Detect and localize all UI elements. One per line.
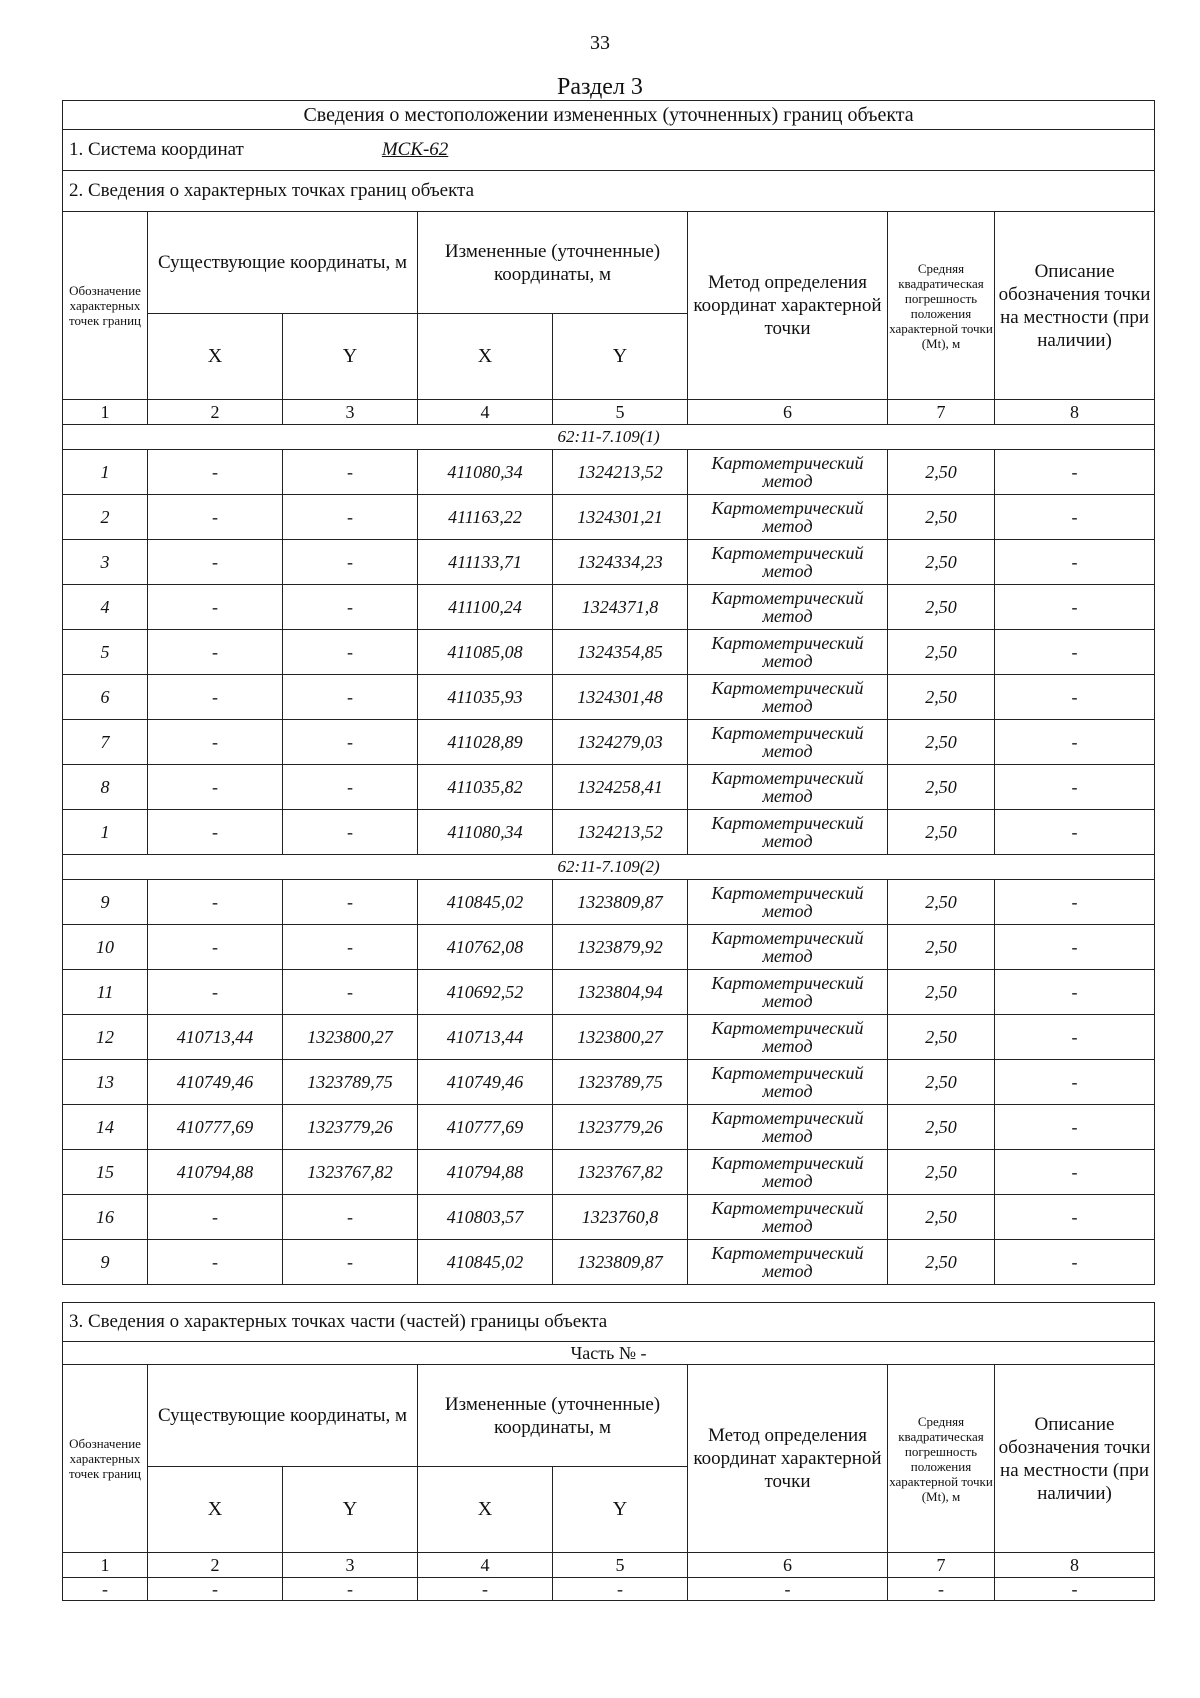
cell-existing-x: - xyxy=(148,765,283,810)
cell-method: Картометрический метод xyxy=(688,720,888,765)
table-row xyxy=(63,970,1155,1015)
table-row xyxy=(63,880,1155,925)
cell-existing-x: - xyxy=(148,810,283,855)
table-row xyxy=(63,1105,1155,1150)
header-changed-coords: Измененные (уточненные) координаты, м xyxy=(418,212,688,314)
cell-mean-error: 2,50 xyxy=(888,540,995,585)
cell-changed-y: 1324354,85 xyxy=(553,630,688,675)
table-row xyxy=(63,675,1155,720)
cell-existing-x: 410749,46 xyxy=(148,1060,283,1105)
header-existing-coords: Существующие координаты, м xyxy=(148,1365,418,1467)
cell-existing-y: - xyxy=(283,450,418,495)
cell-changed-y: 1324213,52 xyxy=(553,810,688,855)
cell-method: Картометрический метод xyxy=(688,1015,888,1060)
cell-point-id: 6 xyxy=(63,675,148,720)
cell-changed-y: 1324371,8 xyxy=(553,585,688,630)
cell-changed-y: 1323760,8 xyxy=(553,1195,688,1240)
cell-mean-error: 2,50 xyxy=(888,970,995,1015)
header-mean-error: Средняя квадратическая погрешность положения характерной точки (Mt), м xyxy=(888,212,995,400)
cell-method: Картометрический метод xyxy=(688,450,888,495)
cell-description: - xyxy=(995,1195,1155,1240)
group-label: 62:11-7.109(2) xyxy=(63,855,1155,880)
cell-method: Картометрический метод xyxy=(688,585,888,630)
cell-existing-y: - xyxy=(283,495,418,540)
cell-description: - xyxy=(995,675,1155,720)
cell-changed-x: 410692,52 xyxy=(418,970,553,1015)
cell-method: Картометрический метод xyxy=(688,925,888,970)
cell-existing-y: - xyxy=(283,880,418,925)
cell-mean-error: 2,50 xyxy=(888,1195,995,1240)
header-point-designation: Обозначение характерных точек границ xyxy=(63,212,148,400)
cell-changed-x: 410845,02 xyxy=(418,1240,553,1285)
group-header-row xyxy=(63,855,1155,880)
cell-changed-x: 410845,02 xyxy=(418,880,553,925)
cell-description: - xyxy=(995,450,1155,495)
cell-point-id: 2 xyxy=(63,495,148,540)
cell-point-id: 9 xyxy=(63,880,148,925)
table-row xyxy=(63,495,1155,540)
cell-description: - xyxy=(995,630,1155,675)
cell-description: - xyxy=(995,585,1155,630)
header-method: Метод определения координат характерной точки xyxy=(688,212,888,400)
header-existing-coords: Существующие координаты, м xyxy=(148,212,418,314)
cell-point-id: 15 xyxy=(63,1150,148,1195)
coord-system-value: МСК-62 xyxy=(381,139,449,160)
cell-changed-y: 1324301,48 xyxy=(553,675,688,720)
header-existing-x: X xyxy=(148,314,283,400)
cell-point-id: 4 xyxy=(63,585,148,630)
cell-existing-x: - xyxy=(148,585,283,630)
table-row xyxy=(63,1060,1155,1105)
cell-changed-y: 1324279,03 xyxy=(553,720,688,765)
cell-existing-y: - xyxy=(283,540,418,585)
cell-description: - xyxy=(995,495,1155,540)
cell-description: - xyxy=(995,1060,1155,1105)
cell-method: Картометрический метод xyxy=(688,1240,888,1285)
coord-system-row xyxy=(63,130,1155,171)
cell-changed-x: 411035,82 xyxy=(418,765,553,810)
cell-existing-y: 1323767,82 xyxy=(283,1150,418,1195)
cell-existing-y: - xyxy=(283,1195,418,1240)
page-number: 33 xyxy=(590,32,610,54)
table-row xyxy=(63,810,1155,855)
cell-description: - xyxy=(995,765,1155,810)
cell-existing-x: - xyxy=(148,450,283,495)
cell-existing-x: - xyxy=(148,720,283,765)
table-row xyxy=(63,1150,1155,1195)
cell-changed-x: 411035,93 xyxy=(418,675,553,720)
column-numbers-row xyxy=(63,1553,1155,1578)
cell-point-id: 12 xyxy=(63,1015,148,1060)
cell-changed-x: 410713,44 xyxy=(418,1015,553,1060)
cell-point-id: 11 xyxy=(63,970,148,1015)
cell-description: - xyxy=(995,1150,1155,1195)
cell-existing-y: - xyxy=(283,765,418,810)
cell-existing-y: - xyxy=(283,970,418,1015)
table-row xyxy=(63,540,1155,585)
header-description: Описание обозначения точки на местности (при наличии) xyxy=(995,1365,1155,1553)
cell-existing-x: - xyxy=(148,1578,283,1601)
cell-mean-error: 2,50 xyxy=(888,765,995,810)
cell-point-id: 16 xyxy=(63,1195,148,1240)
cell-mean-error: 2,50 xyxy=(888,585,995,630)
cell-method: Картометрический метод xyxy=(688,970,888,1015)
cell-changed-y: 1324334,23 xyxy=(553,540,688,585)
column-number: 1 xyxy=(63,1553,148,1578)
cell-changed-y: - xyxy=(553,1578,688,1601)
group-header-row xyxy=(63,425,1155,450)
column-number: 3 xyxy=(283,400,418,425)
cell-existing-y: - xyxy=(283,925,418,970)
cell-changed-x: 410794,88 xyxy=(418,1150,553,1195)
cell-changed-x: - xyxy=(418,1578,553,1601)
cell-existing-x: - xyxy=(148,1240,283,1285)
column-number: 8 xyxy=(995,400,1155,425)
cell-changed-y: 1324258,41 xyxy=(553,765,688,810)
table-row xyxy=(63,1015,1155,1060)
cell-mean-error: 2,50 xyxy=(888,1015,995,1060)
cell-existing-y: 1323789,75 xyxy=(283,1060,418,1105)
header-changed-x: X xyxy=(418,1467,553,1553)
cell-method: Картометрический метод xyxy=(688,540,888,585)
cell-mean-error: 2,50 xyxy=(888,1150,995,1195)
cell-description: - xyxy=(995,925,1155,970)
cell-existing-y: 1323800,27 xyxy=(283,1015,418,1060)
section2-title: 2. Сведения о характерных точках границ объекта xyxy=(63,171,1155,212)
column-number: 7 xyxy=(888,1553,995,1578)
cell-point-id: 8 xyxy=(63,765,148,810)
cell-mean-error: 2,50 xyxy=(888,450,995,495)
cell-description: - xyxy=(995,970,1155,1015)
part-table-row xyxy=(63,1578,1155,1601)
cell-method: Картометрический метод xyxy=(688,1150,888,1195)
cell-method: Картометрический метод xyxy=(688,1105,888,1150)
cell-point-id: 10 xyxy=(63,925,148,970)
column-number: 2 xyxy=(148,1553,283,1578)
part-label: Часть № - xyxy=(63,1342,1155,1365)
column-number: 8 xyxy=(995,1553,1155,1578)
cell-existing-x: - xyxy=(148,495,283,540)
cell-changed-y: 1323779,26 xyxy=(553,1105,688,1150)
cell-description: - xyxy=(995,540,1155,585)
cell-existing-x: - xyxy=(148,880,283,925)
section-title: Раздел 3 xyxy=(557,74,643,100)
cell-mean-error: 2,50 xyxy=(888,720,995,765)
column-number: 6 xyxy=(688,1553,888,1578)
table-row xyxy=(63,450,1155,495)
cell-changed-x: 410749,46 xyxy=(418,1060,553,1105)
header-changed-y: Y xyxy=(553,314,688,400)
cell-method: Картометрический метод xyxy=(688,495,888,540)
header-changed-coords: Измененные (уточненные) координаты, м xyxy=(418,1365,688,1467)
boundary-points-table xyxy=(62,100,1155,1285)
cell-point-id: 5 xyxy=(63,630,148,675)
cell-changed-x: 411163,22 xyxy=(418,495,553,540)
cell-mean-error: 2,50 xyxy=(888,630,995,675)
cell-point-id: 13 xyxy=(63,1060,148,1105)
cell-point-id: 7 xyxy=(63,720,148,765)
cell-existing-x: - xyxy=(148,925,283,970)
cell-changed-x: 411085,08 xyxy=(418,630,553,675)
cell-mean-error: 2,50 xyxy=(888,1060,995,1105)
section3-title: 3. Сведения о характерных точках части (частей) границы объекта xyxy=(63,1303,1155,1342)
cell-mean-error: 2,50 xyxy=(888,810,995,855)
header-changed-x: X xyxy=(418,314,553,400)
cell-point-id: 14 xyxy=(63,1105,148,1150)
cell-existing-y: - xyxy=(283,630,418,675)
header-existing-y: Y xyxy=(283,314,418,400)
column-number: 6 xyxy=(688,400,888,425)
cell-changed-x: 411100,24 xyxy=(418,585,553,630)
cell-existing-x: 410713,44 xyxy=(148,1015,283,1060)
column-numbers-row xyxy=(63,400,1155,425)
column-number: 5 xyxy=(553,400,688,425)
cell-method: Картометрический метод xyxy=(688,675,888,720)
cell-changed-y: 1324301,21 xyxy=(553,495,688,540)
cell-method: - xyxy=(688,1578,888,1601)
group-label: 62:11-7.109(1) xyxy=(63,425,1155,450)
cell-changed-y: 1324213,52 xyxy=(553,450,688,495)
header-method: Метод определения координат характерной точки xyxy=(688,1365,888,1553)
column-number: 5 xyxy=(553,1553,688,1578)
header-changed-y: Y xyxy=(553,1467,688,1553)
cell-changed-y: 1323767,82 xyxy=(553,1150,688,1195)
cell-existing-y: - xyxy=(283,585,418,630)
cell-method: Картометрический метод xyxy=(688,630,888,675)
table-row xyxy=(63,1195,1155,1240)
cell-changed-y: 1323804,94 xyxy=(553,970,688,1015)
cell-existing-x: 410777,69 xyxy=(148,1105,283,1150)
column-number: 4 xyxy=(418,400,553,425)
cell-changed-x: 411080,34 xyxy=(418,810,553,855)
cell-description: - xyxy=(995,810,1155,855)
header-existing-x: X xyxy=(148,1467,283,1553)
cell-changed-y: 1323809,87 xyxy=(553,880,688,925)
cell-changed-y: 1323800,27 xyxy=(553,1015,688,1060)
cell-method: Картометрический метод xyxy=(688,1060,888,1105)
cell-mean-error: 2,50 xyxy=(888,1240,995,1285)
cell-changed-y: 1323789,75 xyxy=(553,1060,688,1105)
cell-description: - xyxy=(995,880,1155,925)
column-number: 7 xyxy=(888,400,995,425)
table-row xyxy=(63,630,1155,675)
cell-existing-x: - xyxy=(148,540,283,585)
cell-existing-y: - xyxy=(283,1578,418,1601)
cell-method: Картометрический метод xyxy=(688,880,888,925)
cell-method: Картометрический метод xyxy=(688,810,888,855)
column-number: 2 xyxy=(148,400,283,425)
cell-point-id: 1 xyxy=(63,810,148,855)
cell-changed-x: 411133,71 xyxy=(418,540,553,585)
cell-description: - xyxy=(995,720,1155,765)
cell-existing-y: 1323779,26 xyxy=(283,1105,418,1150)
cell-description: - xyxy=(995,1015,1155,1060)
cell-existing-x: - xyxy=(148,970,283,1015)
header-mean-error: Средняя квадратическая погрешность положения характерной точки (Mt), м xyxy=(888,1365,995,1553)
cell-point-id: 9 xyxy=(63,1240,148,1285)
cell-mean-error: 2,50 xyxy=(888,495,995,540)
table-row xyxy=(63,1240,1155,1285)
header-existing-y: Y xyxy=(283,1467,418,1553)
column-number: 4 xyxy=(418,1553,553,1578)
part-points-table xyxy=(62,1302,1155,1601)
cell-point-id: - xyxy=(63,1578,148,1601)
cell-changed-x: 411080,34 xyxy=(418,450,553,495)
cell-existing-y: - xyxy=(283,810,418,855)
cell-description: - xyxy=(995,1105,1155,1150)
cell-existing-x: - xyxy=(148,1195,283,1240)
table-row xyxy=(63,585,1155,630)
cell-description: - xyxy=(995,1240,1155,1285)
cell-point-id: 1 xyxy=(63,450,148,495)
cell-mean-error: 2,50 xyxy=(888,675,995,720)
cell-method: Картометрический метод xyxy=(688,765,888,810)
cell-existing-x: - xyxy=(148,630,283,675)
header-point-designation: Обозначение характерных точек границ xyxy=(63,1365,148,1553)
cell-mean-error: 2,50 xyxy=(888,925,995,970)
table-title: Сведения о местоположении измененных (уточненных) границ объекта xyxy=(63,101,1155,130)
cell-changed-x: 410762,08 xyxy=(418,925,553,970)
table-row xyxy=(63,765,1155,810)
header-description: Описание обозначения точки на местности (при наличии) xyxy=(995,212,1155,400)
cell-mean-error: 2,50 xyxy=(888,880,995,925)
cell-existing-x: 410794,88 xyxy=(148,1150,283,1195)
cell-description: - xyxy=(995,1578,1155,1601)
cell-changed-y: 1323879,92 xyxy=(553,925,688,970)
cell-existing-x: - xyxy=(148,675,283,720)
cell-method: Картометрический метод xyxy=(688,1195,888,1240)
cell-existing-y: - xyxy=(283,675,418,720)
cell-changed-x: 410777,69 xyxy=(418,1105,553,1150)
column-number: 1 xyxy=(63,400,148,425)
coord-system-label: 1. Система координат xyxy=(69,139,244,160)
cell-existing-y: - xyxy=(283,1240,418,1285)
cell-changed-y: 1323809,87 xyxy=(553,1240,688,1285)
cell-changed-x: 410803,57 xyxy=(418,1195,553,1240)
cell-mean-error: - xyxy=(888,1578,995,1601)
cell-existing-y: - xyxy=(283,720,418,765)
column-number: 3 xyxy=(283,1553,418,1578)
cell-mean-error: 2,50 xyxy=(888,1105,995,1150)
cell-changed-x: 411028,89 xyxy=(418,720,553,765)
table-row xyxy=(63,720,1155,765)
cell-point-id: 3 xyxy=(63,540,148,585)
table-row xyxy=(63,925,1155,970)
